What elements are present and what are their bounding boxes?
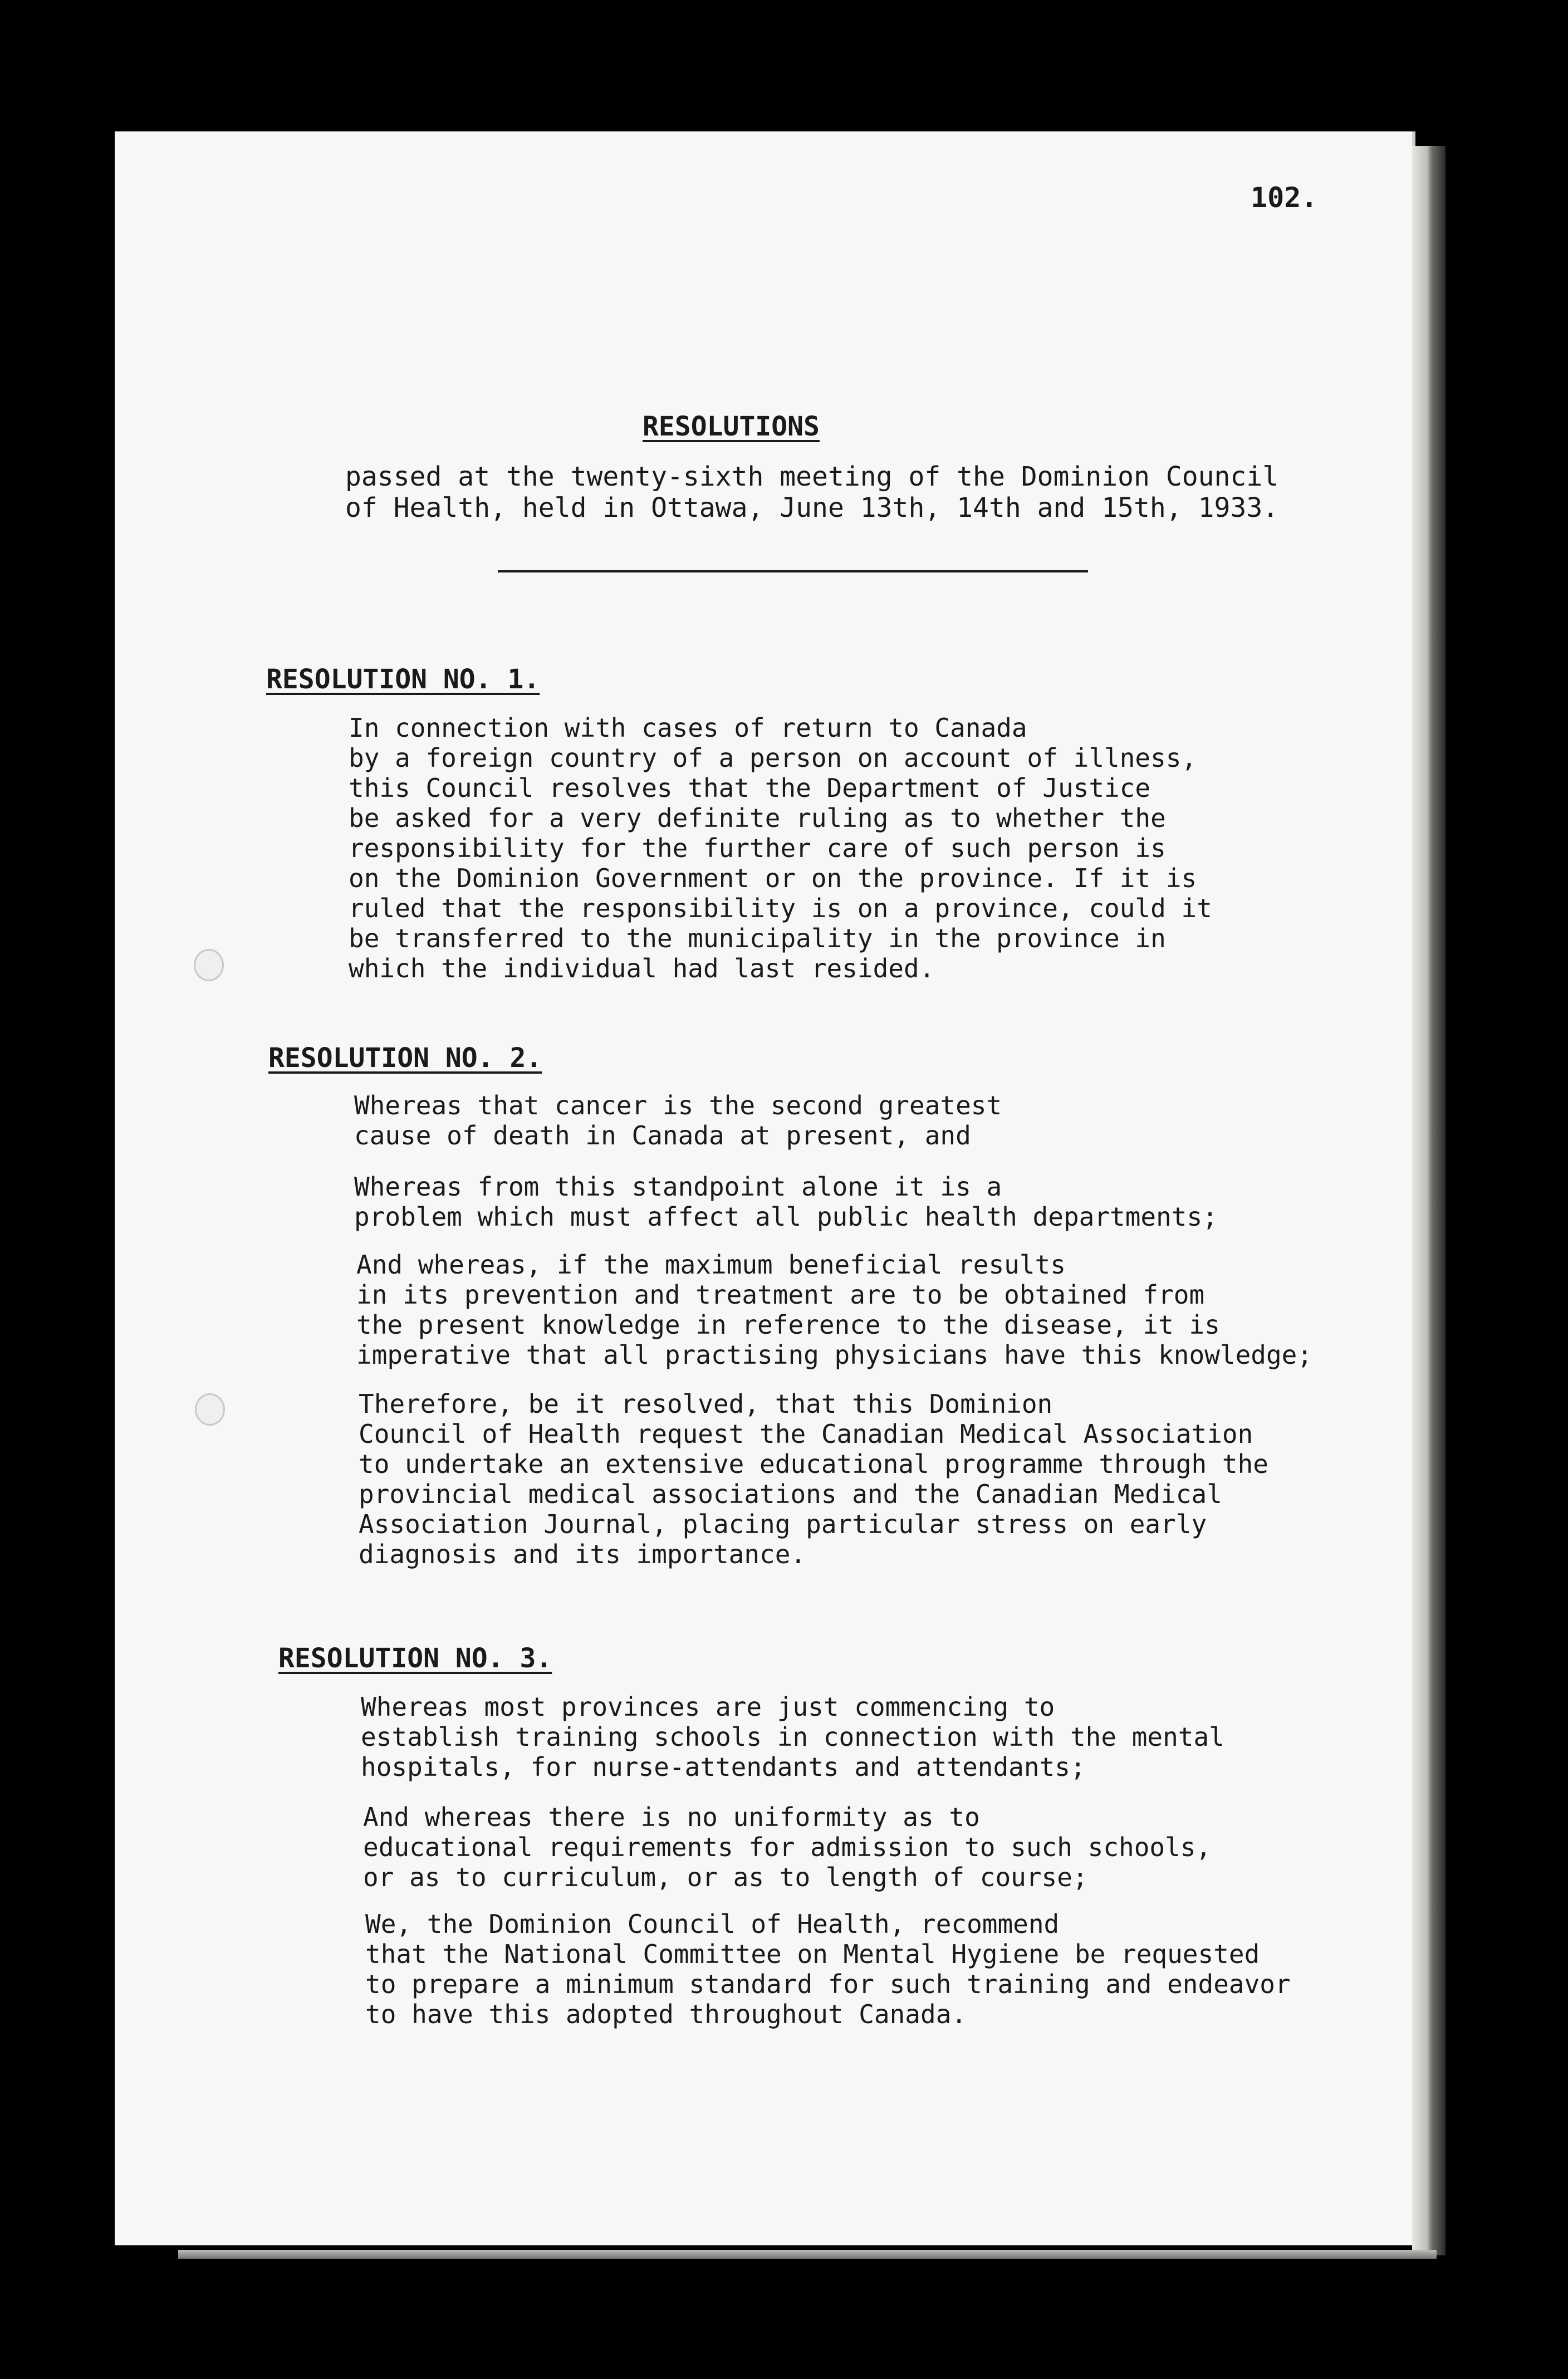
resolution-2-paragraph-3: And whereas, if the maximum beneficial results in its prevention and treatment are to be obtained from the present knowledge in reference to the disease, it is imperative that all practising physicians have this knowledge; (356, 1250, 1313, 1370)
page-number: 102. (1251, 182, 1318, 214)
punch-hole (195, 1393, 225, 1426)
resolution-2-heading: RESOLUTION NO. 2. (268, 1042, 542, 1074)
resolution-3-paragraph-3: We, the Dominion Council of Health, recommend that the National Committee on Mental Hygiene be requested to prepare a minimum standard for such training and endeavor to have this adopted throughout Canada. (365, 1909, 1291, 2029)
divider-rule (498, 570, 1088, 572)
resolution-1-heading: RESOLUTION NO. 1. (266, 664, 540, 695)
resolution-2-paragraph-2: Whereas from this standpoint alone it is a problem which must affect all public health departments; (354, 1172, 1218, 1232)
resolution-1-paragraph-1: In connection with cases of return to Canada by a foreign country of a person on account of illness, this Council resolves that the Department of Justice be asked for a very definite ruling as to whether the responsibility for the further care of such person is on the Dominion Government or on the province. If it is ruled that the responsibility is on a province, could it be transferred to the municipality in the province in which the individual had last resided. (349, 713, 1212, 983)
resolution-3-heading: RESOLUTION NO. 3. (278, 1643, 552, 1674)
punch-hole (194, 949, 224, 981)
page-bottom-edge (178, 2250, 1437, 2259)
resolution-3-paragraph-2: And whereas there is no uniformity as to educational requirements for admission to such schools, or as to curriculum, or as to length of course; (363, 1802, 1212, 1892)
resolution-2-paragraph-4: Therefore, be it resolved, that this Dominion Council of Health request the Canadian Medical Association to undertake an extensive educational programme through the provincial medical associations and the Canadian Medical Association Journal, placing particular stress on early diagnosis and its importance. (359, 1389, 1268, 1569)
resolution-3-paragraph-1: Whereas most provinces are just commencing to establish training schools in connection with the mental hospitals, for nurse-attendants and attendants; (361, 1692, 1224, 1782)
page-edge (1412, 146, 1445, 2255)
resolution-2-paragraph-1: Whereas that cancer is the second greatest cause of death in Canada at present, and (354, 1090, 1002, 1151)
document-title: RESOLUTIONS (643, 411, 820, 442)
document-subtitle: passed at the twenty-sixth meeting of the Dominion Council of Health, held in Ottawa, June 13th, 14th and 15th, 1933. (345, 461, 1279, 523)
